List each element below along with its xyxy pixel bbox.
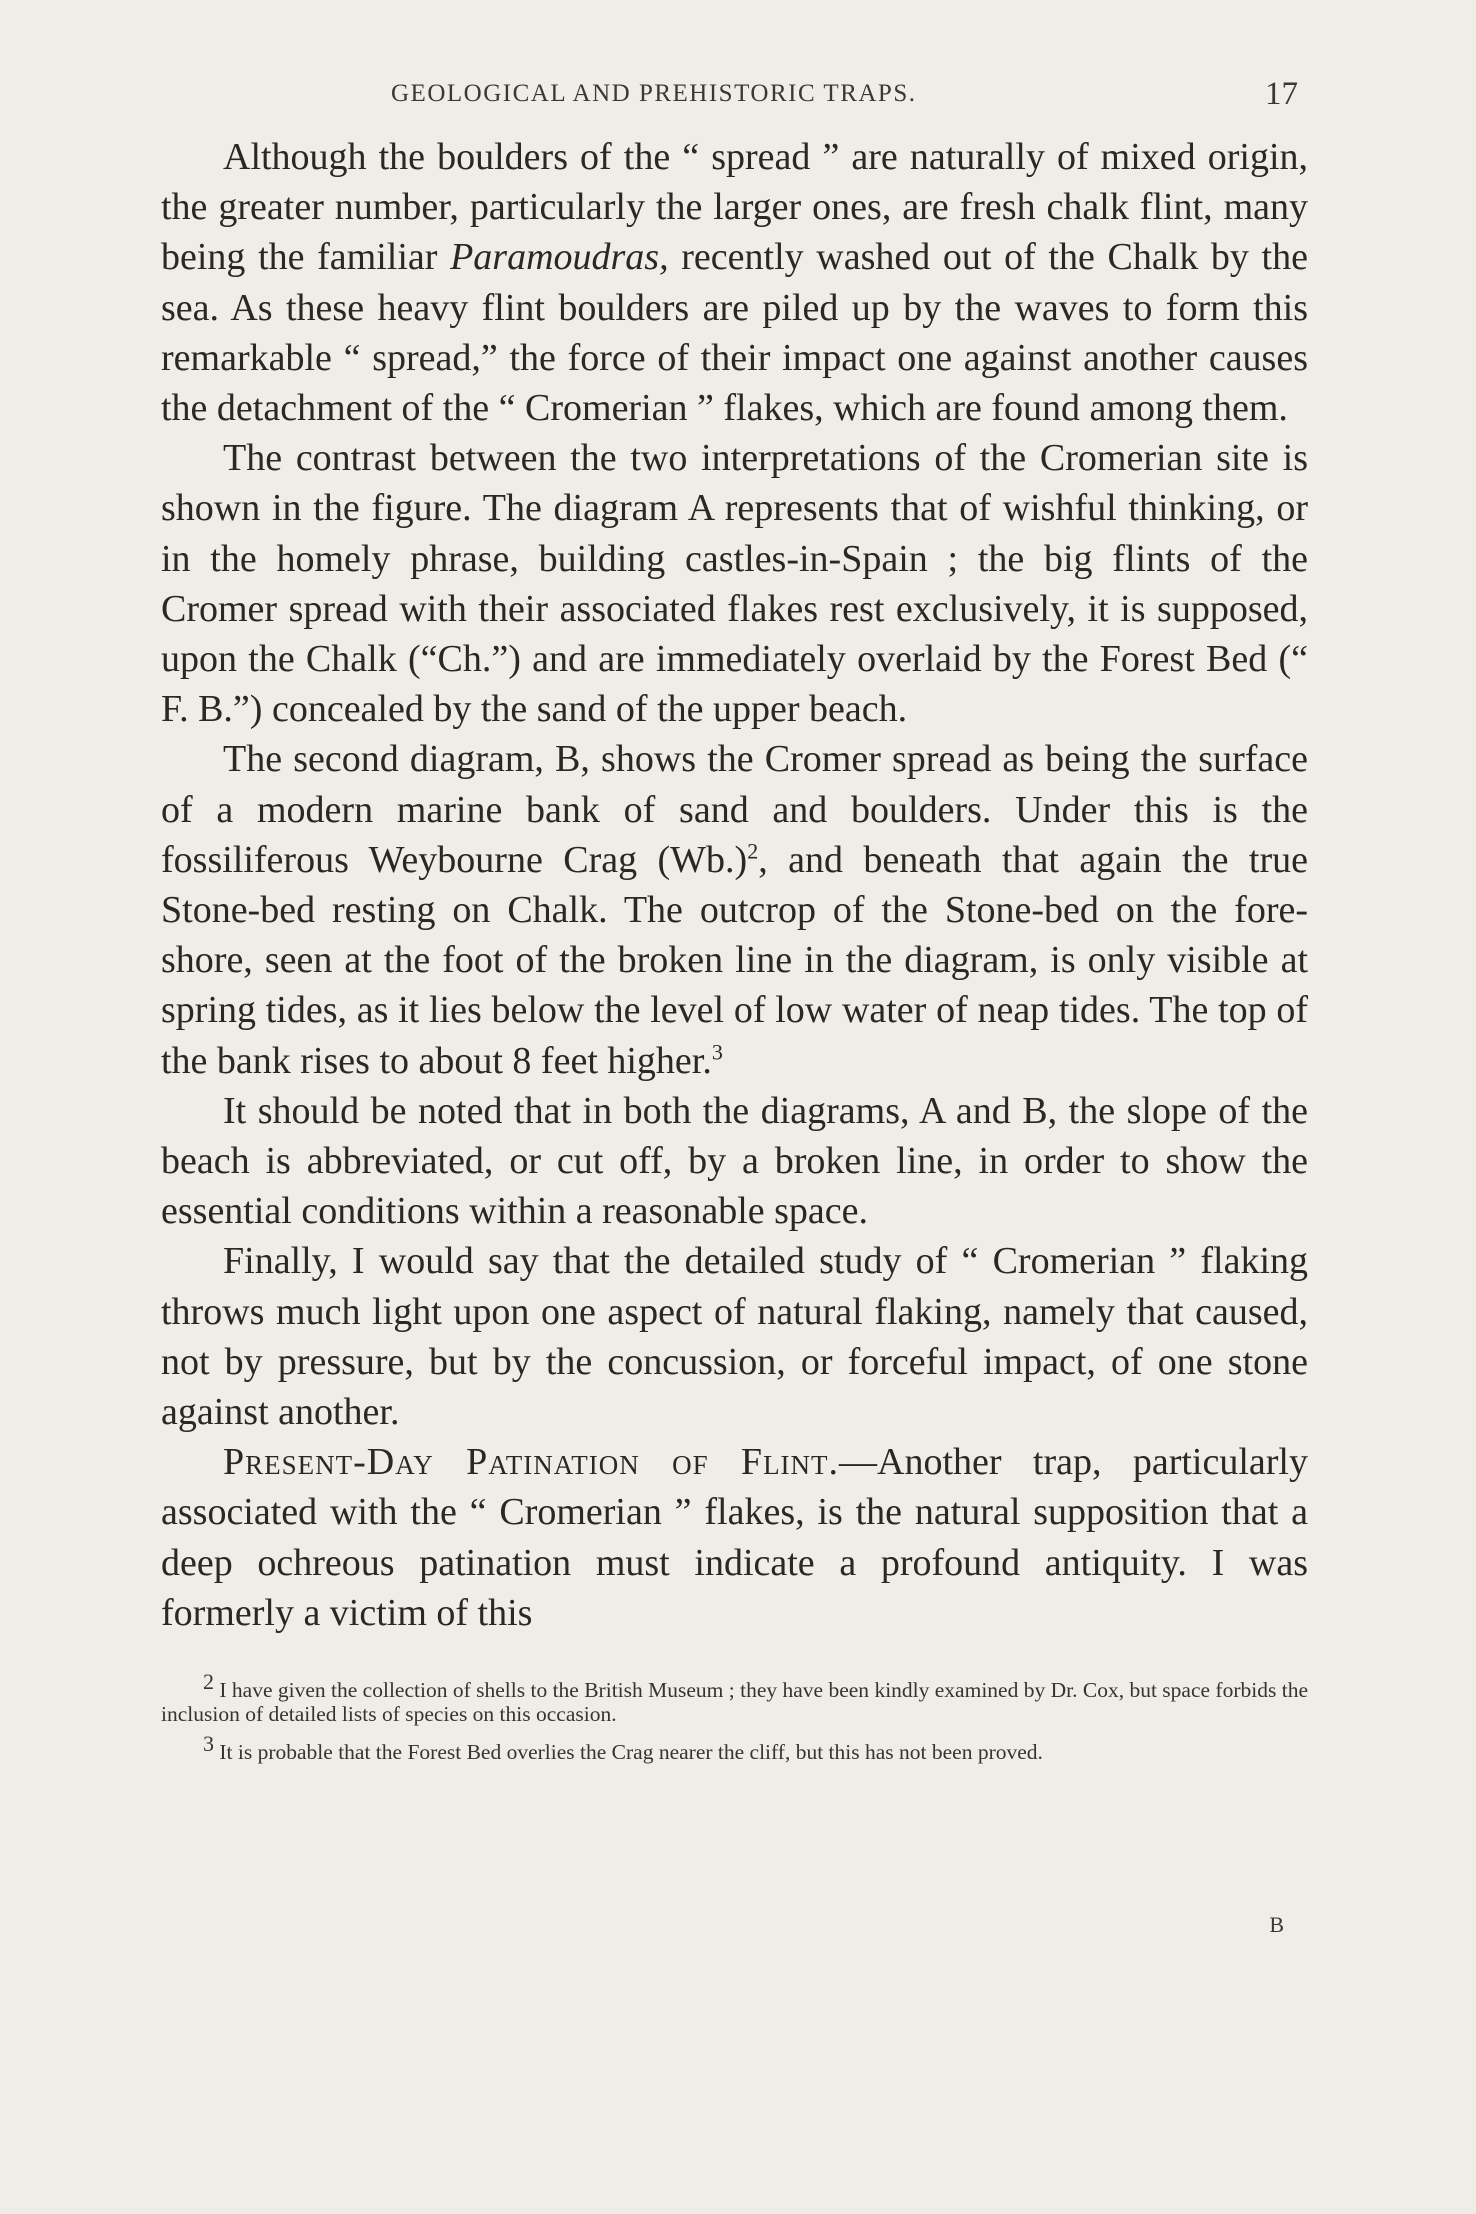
signature-mark: B <box>1269 1912 1284 1938</box>
section-heading: Present-Day Patination of Flint. <box>223 1441 840 1484</box>
page-number: 17 <box>1265 76 1298 112</box>
paramoudras-term: Paramoudras, <box>450 236 669 279</box>
footnote-text: I have given the collection of shells to the British Museum ; they have been kindly examined by Dr. Cox, but space forbids the inclusion of detailed lists of species on this occasion. <box>161 1678 1308 1727</box>
footnote-marker: 3 <box>203 1730 214 1756</box>
book-page <box>161 76 1308 1938</box>
paragraph-text: Although the boulders of the “ spread ” are naturally of mixed origin, the greater number, particularly the larger ones, are fresh chalk flint, many being the familiar <box>161 136 1308 279</box>
paragraph-patination <box>161 1437 1308 1638</box>
running-title: GEOLOGICAL AND PREHISTORIC TRAPS. <box>391 80 917 107</box>
footnote-3 <box>161 1730 1308 1765</box>
paragraph-boulders <box>161 132 1308 433</box>
running-head <box>161 78 1308 122</box>
paragraph-text: recently washed out of the Chalk by the sea. As these heavy flint boulders are piled up by the waves to form this remarkable “ spread,” the force of their impact one against another causes the detachment of the “ Cromerian ” flakes, which are found among them. <box>161 236 1308 430</box>
footnote-marker: 2 <box>203 1668 214 1694</box>
paragraph-flaking: Finally, I would say that the detailed study of “ Cromerian ” flaking throws much light upon one aspect of natural flaking, namely that caused, not by pressure, but by the concussion, or forceful impact, of one stone against another. <box>161 1240 1308 1434</box>
paragraph-text: —Another trap, particularly associated with the “ Cromerian ” flakes, is the natural supposition that a deep ochreous patination must indicate a profound antiquity. I was formerly a victim of this <box>161 1441 1308 1634</box>
paragraph-second-diagram <box>161 734 1308 1085</box>
footnote-2 <box>161 1668 1308 1727</box>
footnotes <box>161 1668 1308 1765</box>
footnote-reference-2: 2 <box>747 838 759 864</box>
paragraph-text: The second diagram, B, shows the Cromer spread as being the surface of a modern marine bank of sand and boulders. Under this is the fossiliferous Weybourne Crag (Wb.) <box>161 738 1308 881</box>
paragraph-broken-line: It should be noted that in both the diagrams, A and B, the slope of the beach is abbreviated, or cut off, by a broken line, in order to show the essential conditions within a reasonable space. <box>161 1089 1308 1233</box>
footnote-reference-3: 3 <box>711 1039 723 1064</box>
footnote-text: It is probable that the Forest Bed overlies the Crag nearer the cliff, but this has not been proved. <box>214 1740 1043 1765</box>
body-text <box>161 132 1308 1638</box>
paragraph-contrast: The contrast between the two interpretations of the Cromerian site is shown in the figure. The diagram A represents that of wishful thinking, or in the homely phrase, building castles-in-Spain ; the big flints of the Cromer spread with their associated flakes rest exclusively, it is supposed, upon the Chalk (“Ch.”) and are immediately overlaid by the Forest Bed (“ F. B.”) concealed by the sand of the upper beach. <box>161 437 1308 731</box>
paragraph-text: , and beneath that again the true Stone-bed resting on Chalk. The outcrop of the Stone-bed on the fore-shore, seen at the foot of the broken line in the diagram, is only visible at spring tides, as it lies below the level of low water of neap tides. The top of the bank rises to about 8 feet higher. <box>161 838 1308 1082</box>
